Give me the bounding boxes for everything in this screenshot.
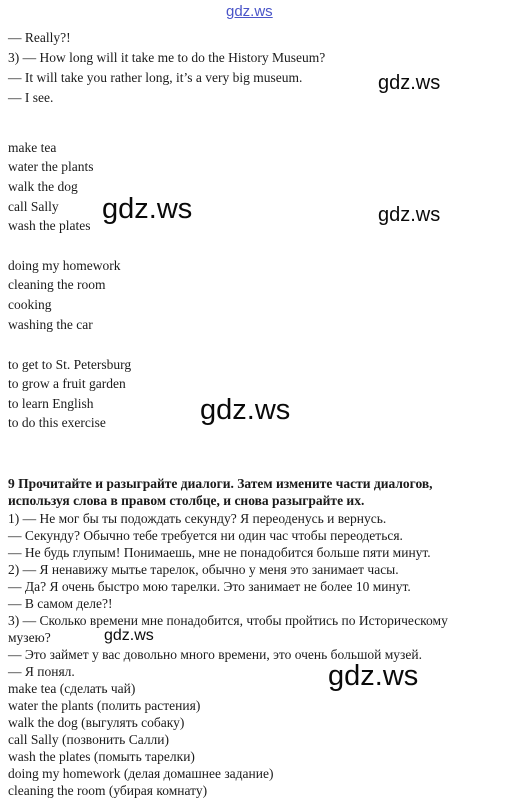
dialogue-line: — I see. [8,90,54,105]
watermark: gdz.ws [200,394,291,426]
dialogue-line: — Really?! [8,30,71,45]
list-item: to get to St. Petersburg [8,357,132,372]
dialogue-line: 3) — How long will it take me to do the History Museum? [8,50,326,65]
list-item: to grow a fruit garden [8,376,126,391]
word-translation: doing my homework (делая домашнее задание) [8,766,274,781]
list-item: to do this exercise [8,415,106,430]
translation-line: 3) — Сколько времени мне понадобится, чтобы пройтись по Историческому [8,613,448,628]
word-translation: call Sally (позвонить Салли) [8,732,170,747]
list-item: to learn English [8,396,94,411]
list-item: cooking [8,297,52,312]
list-item: water the plants [8,159,94,174]
translation-line: — Я понял. [8,664,75,679]
translation-line: — Не будь глупым! Понимаешь, мне не понадобится больше пяти минут. [8,545,431,560]
list-item: washing the car [8,317,93,332]
task-heading: 9 Прочитайте и разыграйте диалоги. Затем измените части диалогов, [8,476,433,491]
translation-line: 1) — Не мог бы ты подождать секунду? Я переоденусь и вернусь. [8,511,387,526]
translation-line: 2) — Я ненавижу мытье тарелок, обычно у меня это занимает часы. [8,562,399,577]
list-item: walk the dog [8,179,78,194]
watermark: gdz.ws [104,627,154,644]
list-item: cleaning the room [8,277,106,292]
word-translation: walk the dog (выгулять собаку) [8,715,185,730]
translation-line: — В самом деле?! [8,596,113,611]
translation-line: — Секунду? Обычно тебе требуется ни один час чтобы переодеться. [8,528,403,543]
list-item: call Sally [8,199,59,214]
watermark-top-link[interactable]: gdz.ws [226,3,273,20]
watermark: gdz.ws [102,193,193,225]
task-heading: используя слова в правом столбце, и снова разыграйте их. [8,493,365,508]
word-translation: wash the plates (помыть тарелки) [8,749,195,764]
translation-line: музею? [8,630,51,645]
dialogue-line: — It will take you rather long, it’s a very big museum. [8,70,303,85]
list-item: doing my homework [8,258,121,273]
translation-line: — Да? Я очень быстро мою тарелки. Это занимает не более 10 минут. [8,579,411,594]
watermark: gdz.ws [378,204,441,226]
watermark: gdz.ws [328,660,419,692]
word-translation: make tea (сделать чай) [8,681,136,696]
translation-line: — Это займет у вас довольно много времени, это очень большой музей. [8,647,422,662]
watermark: gdz.ws [378,72,441,94]
word-translation: cleaning the room (убирая комнату) [8,783,208,798]
word-translation: water the plants (полить растения) [8,698,201,713]
list-item: make tea [8,140,57,155]
list-item: wash the plates [8,218,91,233]
